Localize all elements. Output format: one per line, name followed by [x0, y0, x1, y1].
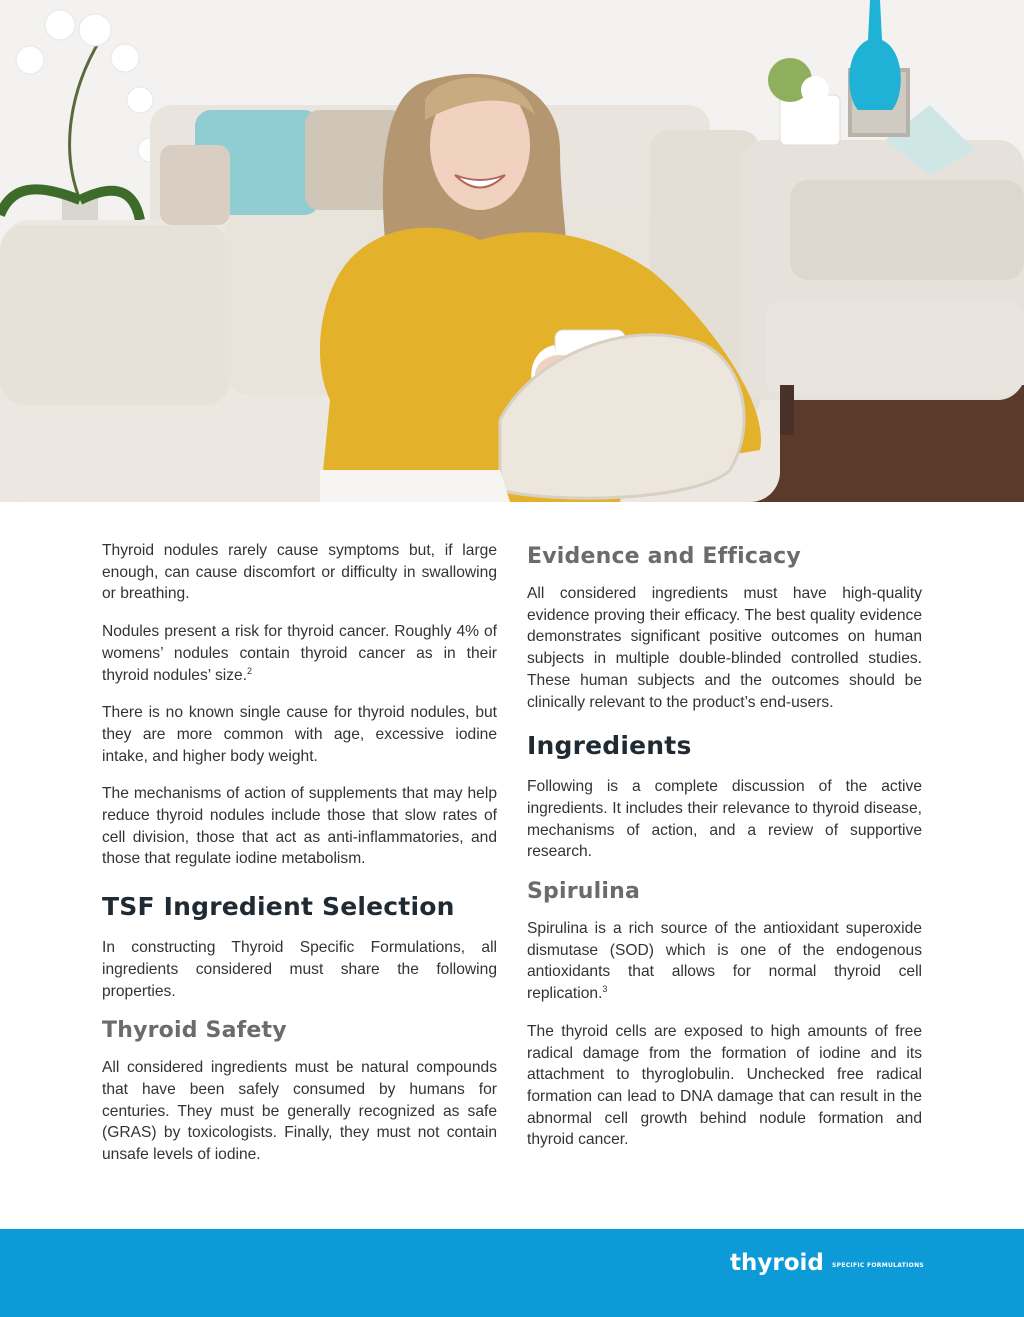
cancer-risk-paragraph: Nodules present a risk for thyroid cancer. Roughly 4% of womens’ nodules contain thyroid cancer as in their thyroid nodules’ size.$^2$	[102, 623, 497, 684]
hero-photo	[0, 0, 1024, 502]
intro-paragraph: Thyroid nodules rarely cause symptoms but, if large enough, can cause discomfort or difficulty in swallowing or breathing.	[102, 542, 497, 603]
spirulina-paragraph-2: The thyroid cells are exposed to high amounts of free radical damage from the formation of iodine and its attachment to thyroglobulin. Unchecked free radical formation can lead to DNA damage that can result in the abnormal cell growth behind nodule formation and thyroid cancer.	[527, 1022, 922, 1149]
footnote-ref: 3	[602, 983, 608, 994]
ingredients-heading: Ingredients	[527, 731, 692, 761]
safety-paragraph: All considered ingredients must be natural compounds that have been safely consumed by humans for centuries. They must be generally recognized as safe (GRAS) by toxicologists. Finally, they must not contain unsafe levels of iodine.	[102, 1059, 497, 1164]
brand-tagline: SPECIFIC FORMULATIONS	[832, 1262, 925, 1269]
armchair	[740, 105, 1024, 435]
right-column	[527, 542, 922, 1167]
tsf-ingredient-selection-heading: TSF Ingredient Selection	[102, 892, 455, 922]
ingredients-paragraph: Following is a complete discussion of the active ingredients. It includes their relevance to thyroid disease, mechanisms of action, and a review of supportive research.	[527, 778, 922, 861]
evidence-heading: Evidence and Efficacy	[527, 544, 801, 569]
spirulina-paragraph-1: Spirulina is a rich source of the antioxidant superoxide dismutase (SOD) which is one of the endogenous antioxidants that allows for normal thyroid cell replication.$^3$	[527, 920, 922, 1003]
brand-logo: thyroid	[730, 1250, 824, 1276]
spirulina-heading: Spirulina	[527, 879, 641, 905]
evidence-paragraph: All considered ingredients must have high-quality evidence proving their efficacy. The best quality evidence demonstrates significant positive outcomes on human subjects in multiple double-blinded controlled studies. These human subjects and the outcomes should be clinically relevant to the product’s end-users.	[527, 585, 922, 711]
thyroid-safety-heading: Thyroid Safety	[102, 1018, 287, 1044]
mechanisms-paragraph: The mechanisms of action of supplements that may help reduce thyroid nodules include those that slow rates of cell division, those that act as anti-inflammatories, and those that regulate iodine metabolism.	[102, 785, 497, 868]
tsf-paragraph: In constructing Thyroid Specific Formulations, all ingredients considered must share the following properties.	[102, 939, 497, 1000]
footer-bar	[0, 1229, 1024, 1317]
left-column	[102, 540, 497, 1182]
footnote-ref: 2	[247, 665, 253, 676]
causes-paragraph: There is no known single cause for thyroid nodules, but they are more common with age, excessive iodine intake, and higher body weight.	[102, 704, 497, 765]
